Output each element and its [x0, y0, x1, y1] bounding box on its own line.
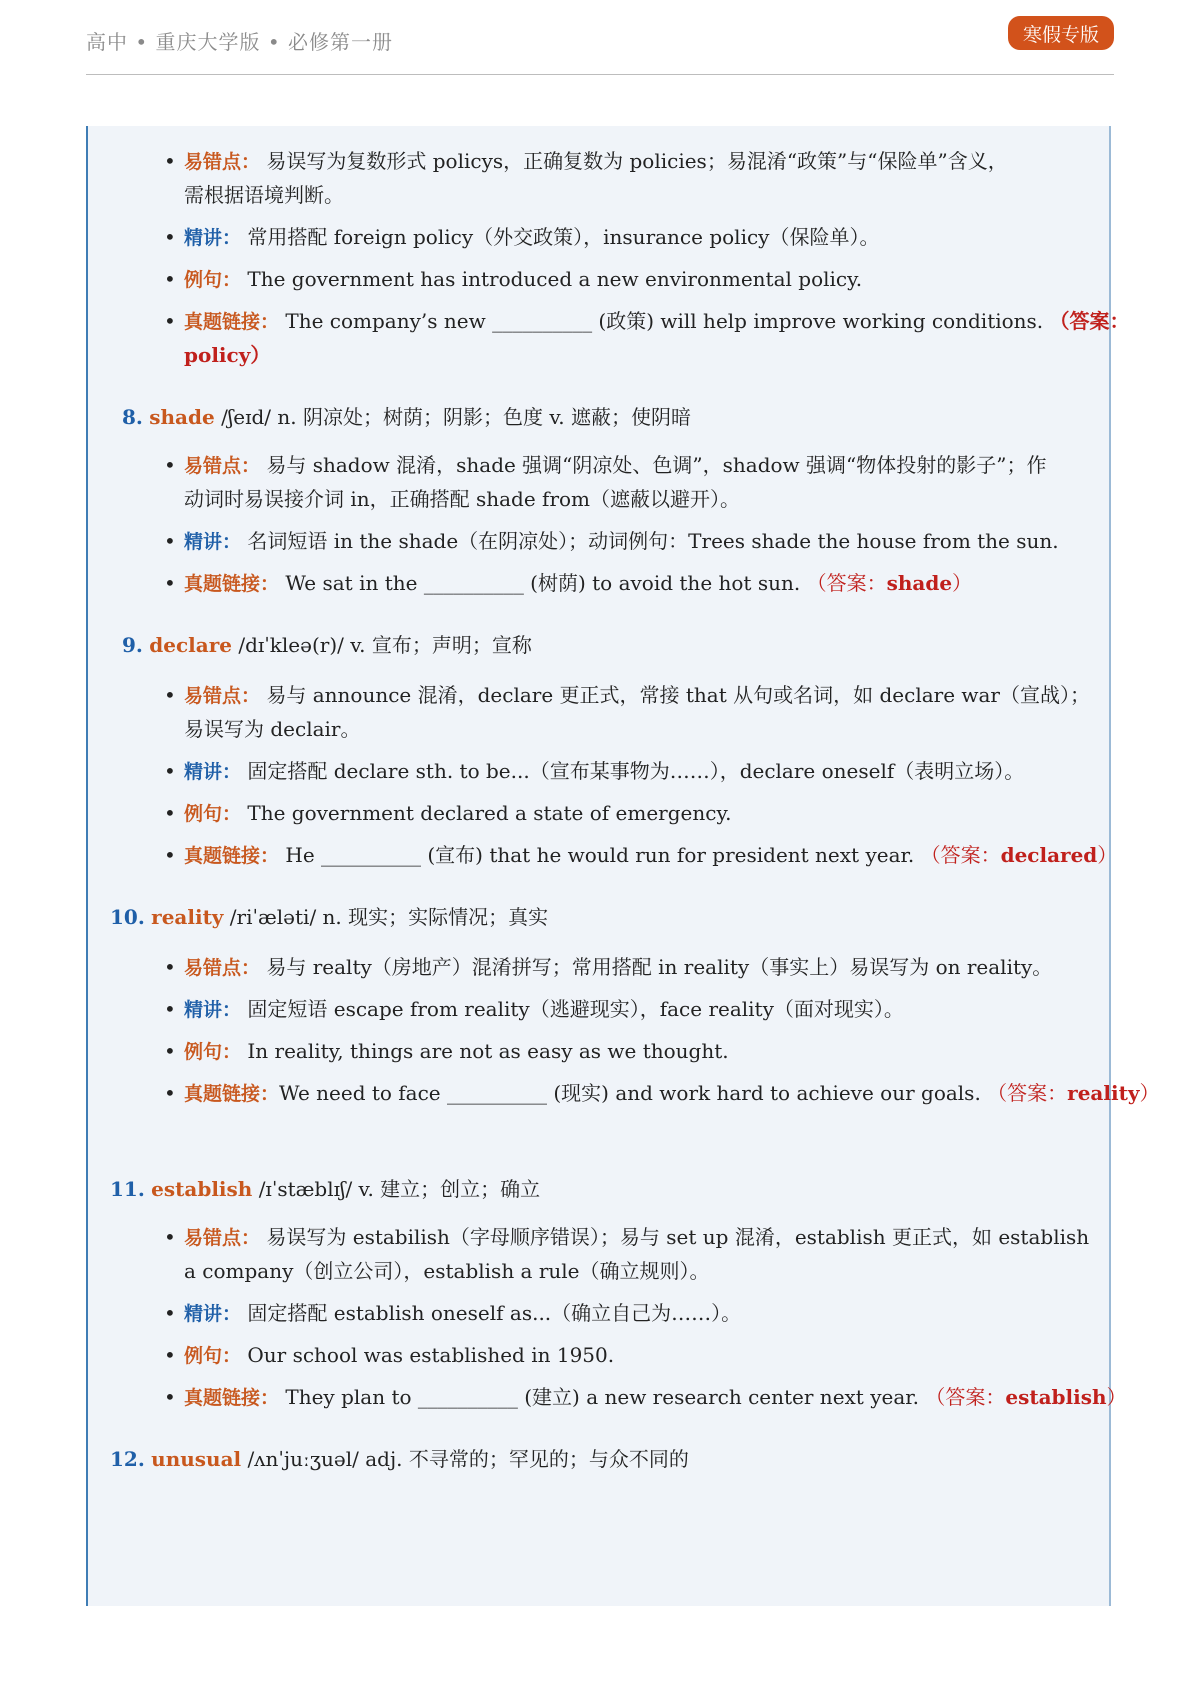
- error-text: 易误写为 estabilish（字母顺序错误）；易与 set up 混淆，establish 更正式，如 establish: [266, 1225, 1090, 1249]
- example-text: The government declared a state of emergency.: [247, 801, 732, 825]
- bullet-icon: •: [164, 843, 176, 867]
- entry-definition: /ʃeɪd/ n. 阴凉处；树荫；阴影；色度 v. 遮蔽；使阴暗: [221, 405, 691, 429]
- entry-word: reality: [151, 905, 224, 929]
- bullet-icon: •: [164, 997, 176, 1021]
- bullet-icon: •: [164, 1301, 176, 1325]
- error-text: 易与 realty（房地产）混淆拼写；常用搭配 in reality（事实上）易误写为 on reality。: [266, 955, 1053, 979]
- entry-word: shade: [149, 405, 215, 429]
- answer-prefix: （答案：: [925, 1385, 1006, 1409]
- answer-word: shade: [886, 571, 953, 595]
- bullet-icon: •: [164, 1385, 176, 1409]
- answer-word: establish: [1005, 1385, 1107, 1409]
- entry-word: declare: [149, 633, 232, 657]
- explain-label: 精讲：: [184, 1303, 242, 1325]
- explain-text: 固定搭配 establish oneself as...（确立自己为……）。: [247, 1301, 742, 1325]
- entry-number: 8.: [122, 405, 143, 429]
- bullet-icon: •: [164, 149, 176, 173]
- bullet-icon: •: [164, 1225, 176, 1249]
- error-label: 易错点：: [184, 455, 261, 477]
- bullet-icon: •: [164, 267, 176, 291]
- error-label: 易错点：: [184, 685, 261, 707]
- exam-label: 真题链接：: [184, 1387, 280, 1409]
- exam-text: We sat in the __________ (树荫) to avoid the hot sun.: [285, 571, 801, 595]
- header-title: 高中 • 重庆大学版 • 必修第一册: [86, 30, 394, 54]
- exam-text: They plan to __________ (建立) a new research center next year.: [285, 1385, 919, 1409]
- exam-label: 真题链接：: [184, 311, 280, 333]
- entry-definition: /riˈæləti/ n. 现实；实际情况；真实: [229, 905, 549, 929]
- error-text: 易与 announce 混淆，declare 更正式，常接 that 从句或名词，如 declare war（宣战）；: [266, 683, 1090, 707]
- bullet-icon: •: [164, 1081, 176, 1105]
- entry-definition: /ʌnˈjuːʒuəl/ adj. 不寻常的；罕见的；与众不同的: [247, 1447, 689, 1471]
- bullet-icon: •: [164, 571, 176, 595]
- answer-prefix: （答案：: [806, 571, 887, 595]
- bullet-icon: •: [164, 309, 176, 333]
- explain-text: 常用搭配 foreign policy（外交政策），insurance policy（保险单）。: [247, 225, 880, 249]
- error-label: 易错点：: [184, 957, 261, 979]
- answer-suffix: ）: [952, 571, 973, 595]
- example-label: 例句：: [184, 1345, 242, 1367]
- example-text: The government has introduced a new environmental policy.: [247, 267, 863, 291]
- entry-heading: [122, 632, 532, 658]
- error-text: 易与 shadow 混淆，shade 强调“阴凉处、色调”，shadow 强调“物体投射的影子”；作: [266, 453, 1047, 477]
- answer-suffix: ）: [1139, 1081, 1160, 1105]
- answer-suffix: ）: [1097, 843, 1118, 867]
- answer-suffix: ）: [1106, 1385, 1127, 1409]
- error-text-cont: 动词时易误接介词 in，正确搭配 shade from（遮蔽以避开）。: [184, 487, 741, 511]
- entry-number: 10.: [110, 905, 145, 929]
- explain-text: 固定搭配 declare sth. to be...（宣布某事物为……），declare oneself（表明立场）。: [247, 759, 1025, 783]
- explain-label: 精讲：: [184, 531, 242, 553]
- exam-label: 真题链接：: [184, 573, 280, 595]
- answer-word: declared: [1000, 843, 1098, 867]
- example-label: 例句：: [184, 803, 242, 825]
- vocabulary-panel: [86, 126, 1160, 1606]
- answer-open: （答案：: [1049, 309, 1130, 333]
- entry-number: 11.: [110, 1177, 145, 1201]
- bullet-icon: •: [164, 529, 176, 553]
- edition-badge: 寒假专版: [1008, 16, 1114, 50]
- entry-number: 9.: [122, 633, 143, 657]
- answer-prefix: （答案：: [987, 1081, 1068, 1105]
- explain-label: 精讲：: [184, 227, 242, 249]
- answer-word: policy: [184, 343, 251, 367]
- error-label: 易错点：: [184, 151, 261, 173]
- explain-text: 固定短语 escape from reality（逃避现实），face reality（面对现实）。: [247, 997, 904, 1021]
- bullet-icon: •: [164, 759, 176, 783]
- exam-label: 真题链接：: [184, 845, 280, 867]
- bullet-icon: •: [164, 683, 176, 707]
- entry-definition: /dɪˈkleə(r)/ v. 宣布；声明；宣称: [238, 633, 532, 657]
- error-text-cont: a company（创立公司），establish a rule（确立规则）。: [184, 1259, 710, 1283]
- example-label: 例句：: [184, 1041, 242, 1063]
- bullet-icon: •: [164, 225, 176, 249]
- exam-text: He __________ (宣布) that he would run for president next year.: [285, 843, 915, 867]
- error-text-cont: 易误写为 declair。: [184, 717, 361, 741]
- bullet-icon: •: [164, 1039, 176, 1063]
- example-text: Our school was established in 1950.: [247, 1343, 615, 1367]
- error-text-cont: 需根据语境判断。: [184, 183, 344, 207]
- bullet-icon: •: [164, 955, 176, 979]
- entry-word: unusual: [151, 1447, 242, 1471]
- entry-definition: /ɪˈstæblɪʃ/ v. 建立；创立；确立: [258, 1177, 541, 1201]
- entry-number: 12.: [110, 1447, 145, 1471]
- example-text: In reality, things are not as easy as we thought.: [247, 1039, 729, 1063]
- exam-text: We need to face __________ (现实) and work hard to achieve our goals.: [279, 1081, 981, 1105]
- entry-heading: [110, 904, 548, 930]
- bullet-icon: •: [164, 1343, 176, 1367]
- bullet-icon: •: [164, 453, 176, 477]
- example-label: 例句：: [184, 269, 242, 291]
- answer-close: ）: [250, 343, 271, 367]
- entry-word: establish: [151, 1177, 253, 1201]
- header-divider: [86, 74, 1114, 75]
- error-label: 易错点：: [184, 1227, 261, 1249]
- exam-text: The company’s new __________ (政策) will help improve working conditions.: [285, 309, 1044, 333]
- answer-prefix: （答案：: [920, 843, 1001, 867]
- bullet-icon: •: [164, 801, 176, 825]
- explain-label: 精讲：: [184, 999, 242, 1021]
- exam-label: 真题链接：: [184, 1083, 280, 1105]
- explain-label: 精讲：: [184, 761, 242, 783]
- answer-word: reality: [1067, 1081, 1140, 1105]
- explain-text: 名词短语 in the shade（在阴凉处）；动词例句：Trees shade the house from the sun.: [247, 529, 1059, 553]
- entry-heading: [110, 1176, 540, 1202]
- entry-heading: [122, 404, 691, 430]
- error-text: 易误写为复数形式 policys，正确复数为 policies；易混淆“政策”与“保险单”含义，: [266, 149, 1008, 173]
- entry-heading: [110, 1446, 689, 1472]
